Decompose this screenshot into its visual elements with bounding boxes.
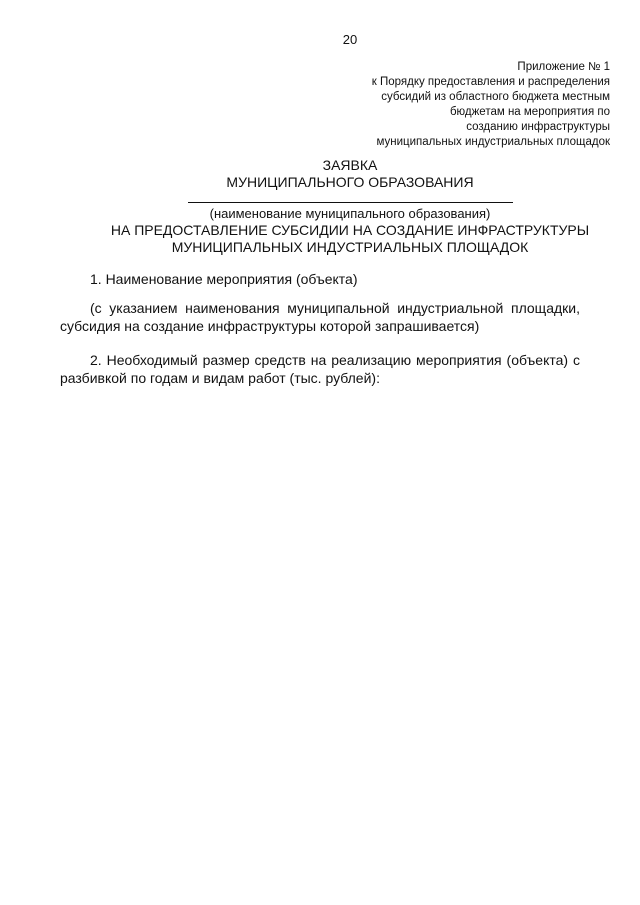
item-2: 2. Необходимый размер средств на реализацию мероприятия (объекта) с разбивкой по годам и видам работ (тыс. рублей): [60, 352, 580, 386]
item-1-note: (с указанием наименования муниципальной индустриальной площадки, субсидия на создание инфраструктуры которой запрашивается) [60, 300, 580, 334]
title-line: МУНИЦИПАЛЬНЫХ ИНДУСТРИАЛЬНЫХ ПЛОЩАДОК [171, 239, 529, 255]
title-caption: (наименование муниципального образования) [209, 206, 491, 221]
item-1-text: 1. Наименование мероприятия (объекта) [90, 271, 358, 287]
blank-fill-line [188, 202, 513, 203]
appendix-line: муниципальных индустриальных площадок [376, 136, 610, 148]
appendix-line: Приложение № 1 [517, 61, 610, 73]
appendix-reference [330, 60, 610, 150]
appendix-line: бюджетам на мероприятия по [449, 106, 610, 118]
appendix-line: субсидий из областного бюджета местным [381, 91, 610, 103]
page-number: 20 [342, 32, 358, 47]
document-title [60, 157, 640, 256]
item-1 [90, 270, 610, 288]
appendix-line: созданию инфраструктуры [466, 121, 610, 133]
title-line: НА ПРЕДОСТАВЛЕНИЕ СУБСИДИИ НА СОЗДАНИЕ ИНФРАСТРУКТУРЫ [110, 222, 590, 238]
title-line: ЗАЯВКА [322, 157, 378, 173]
appendix-line: к Порядку предоставления и распределения [371, 76, 610, 88]
title-line: МУНИЦИПАЛЬНОГО ОБРАЗОВАНИЯ [226, 174, 474, 190]
